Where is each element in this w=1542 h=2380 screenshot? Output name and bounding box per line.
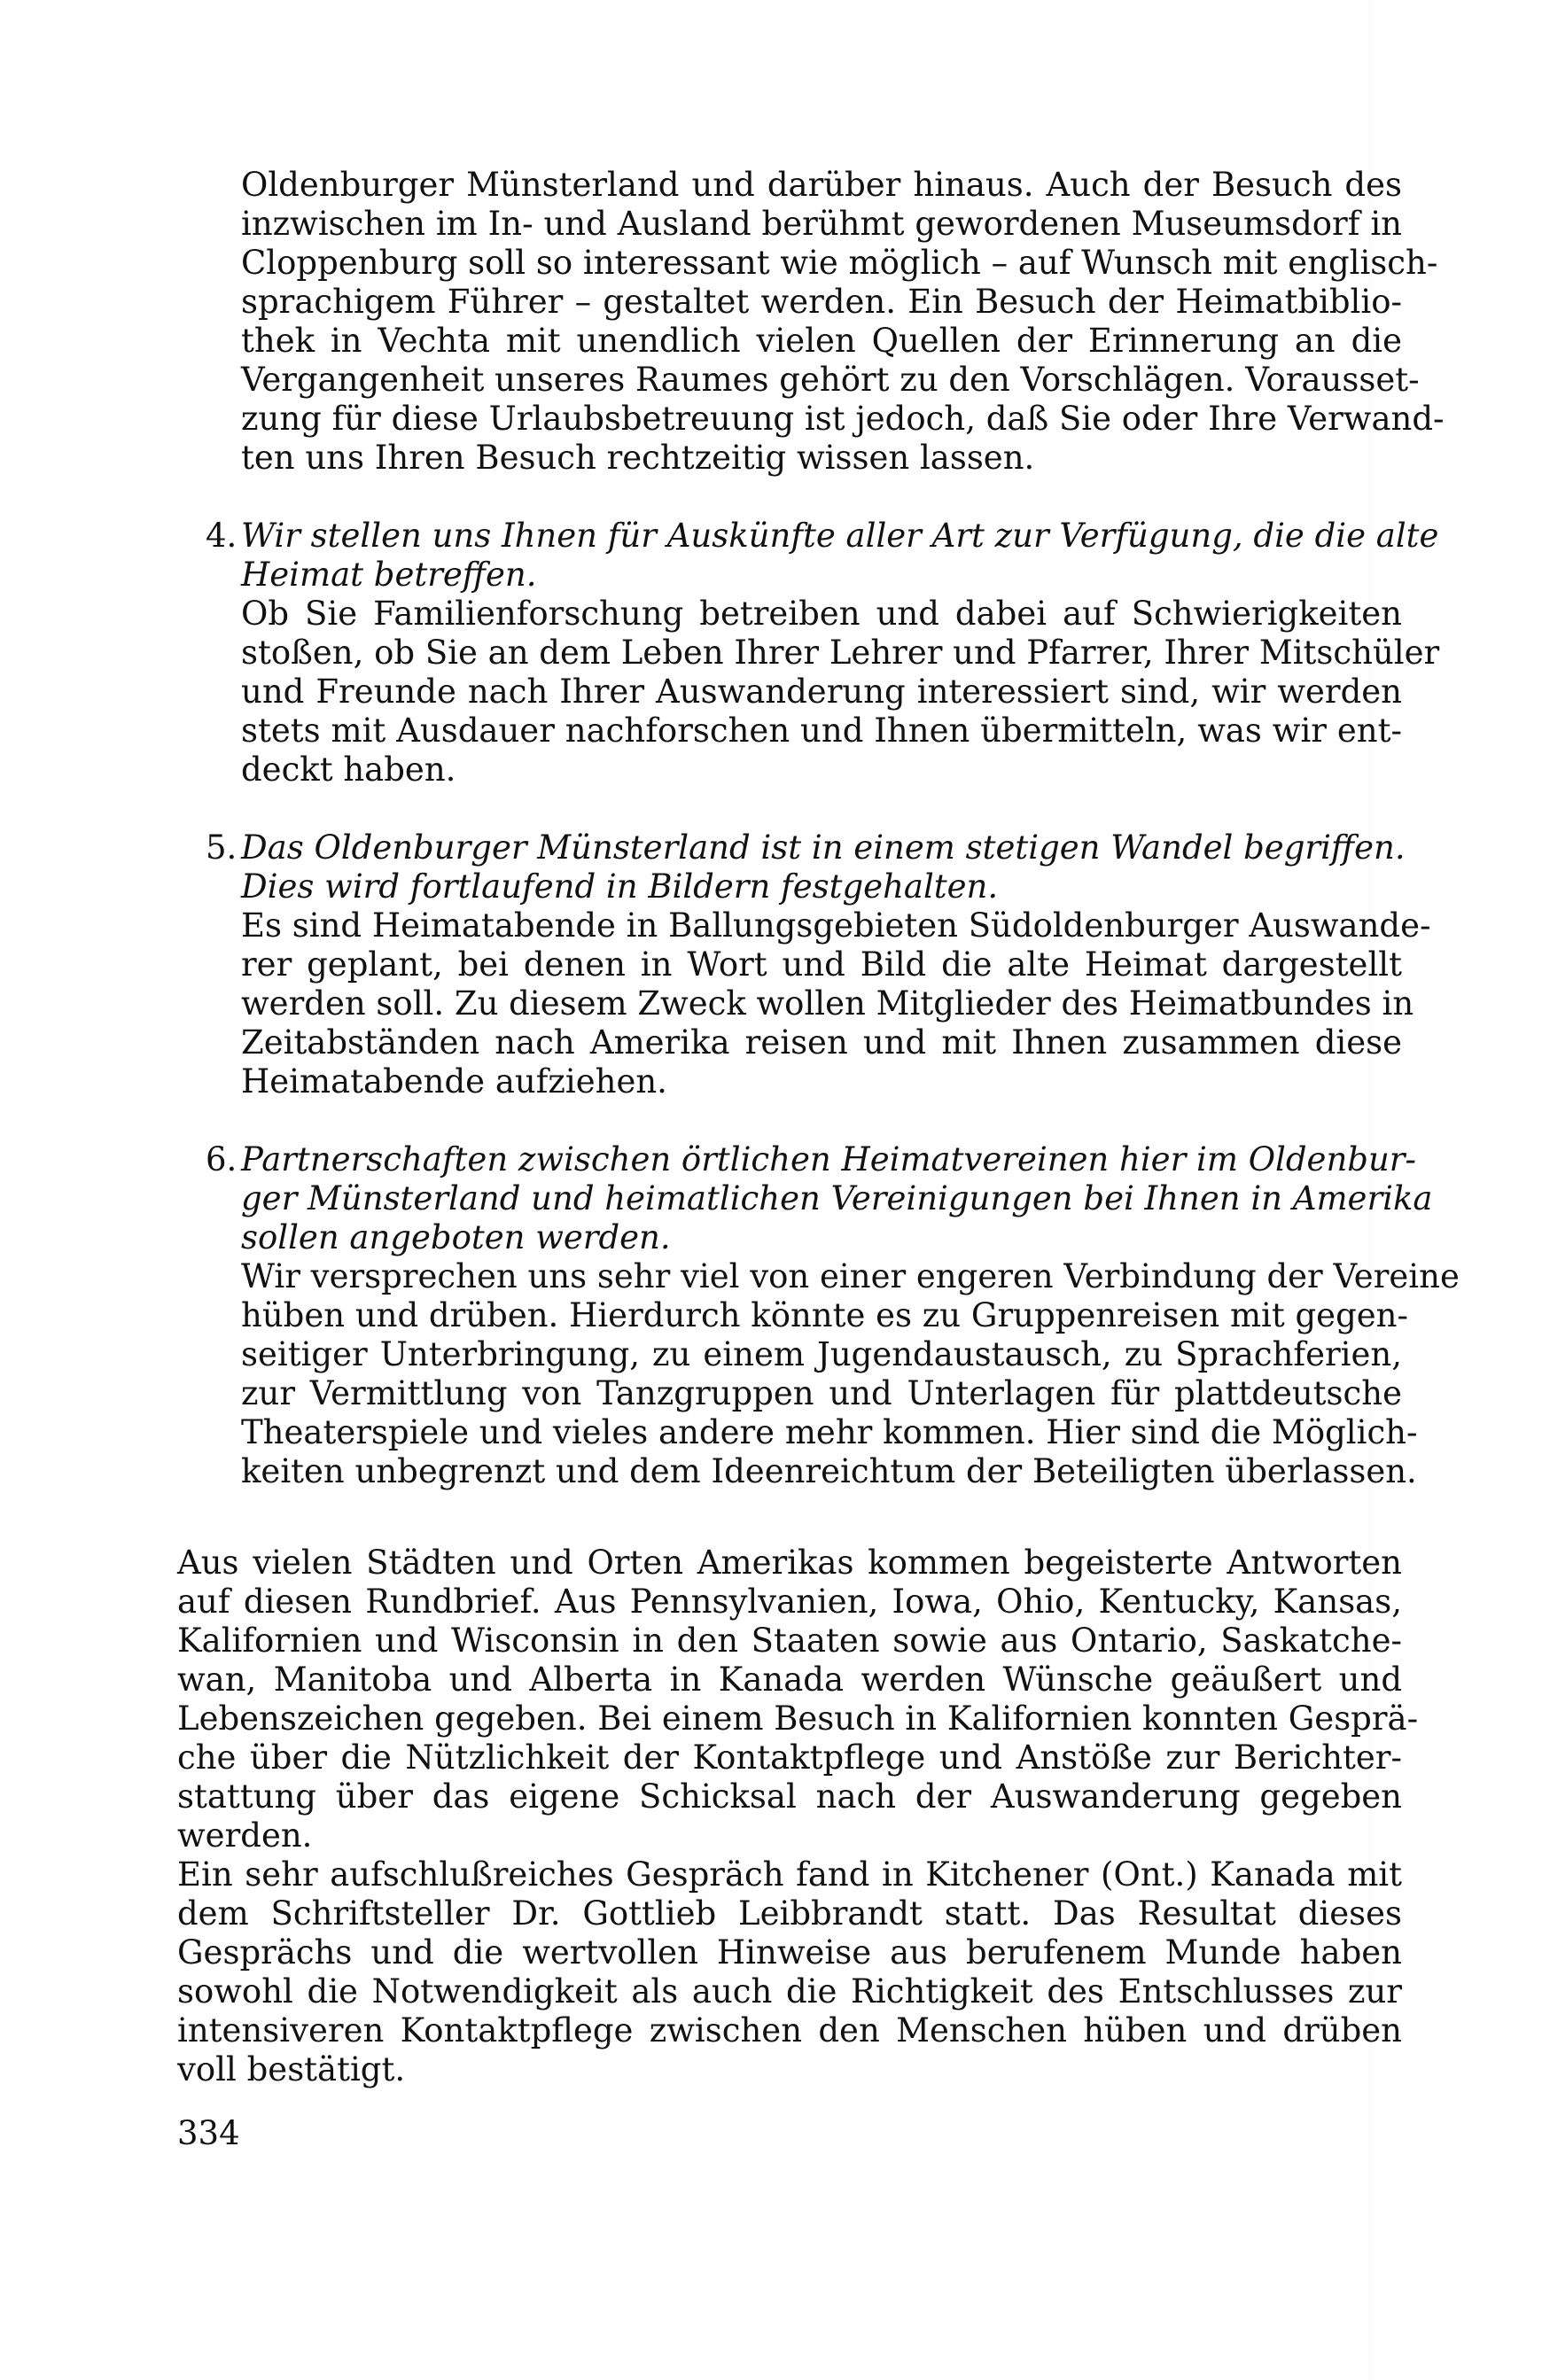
text-line: Ein sehr aufschlußreiches Gespräch fand in Kitchener (Ont.) Kanada mit xyxy=(177,1855,1402,1894)
text-line: Cloppenburg soll so interessant wie möglich – auf Wunsch mit englisch- xyxy=(241,244,1438,282)
text-line: inzwischen im In- und Ausland berühmt gewordenen Museumsdorf in xyxy=(241,205,1402,243)
text-line: Oldenburger Münsterland und darüber hinaus. Auch der Besuch des xyxy=(241,166,1402,204)
item-number: 4. xyxy=(206,517,238,555)
item-number: 6. xyxy=(206,1140,238,1178)
text-line: stets mit Ausdauer nachforschen und Ihnen übermitteln, was wir ent- xyxy=(241,712,1402,750)
text-line: Wir versprechen uns sehr viel von einer engeren Verbindung der Vereine xyxy=(241,1257,1460,1295)
text-line: thek in Vechta mit unendlich vielen Quellen der Erinnerung an die xyxy=(241,322,1402,360)
text-line: Kalifornien und Wisconsin in den Staaten sowie aus Ontario, Saskatche- xyxy=(177,1622,1402,1660)
text-line: keiten unbegrenzt und dem Ideenreichtum der Beteiligten überlassen. xyxy=(241,1452,1417,1490)
text-line: werden. xyxy=(177,1816,313,1855)
text-line: ten uns Ihren Besuch rechtzeitig wissen lassen. xyxy=(241,439,1035,477)
text-line: Zeitabständen nach Amerika reisen und mit Ihnen zusammen diese xyxy=(241,1023,1402,1062)
text-line: hüben und drüben. Hierdurch könnte es zu Gruppenreisen mit gegen- xyxy=(241,1296,1408,1334)
text-line: Gesprächs und die wertvollen Hinweise aus berufenem Munde haben xyxy=(177,1933,1402,1972)
item-heading-line: Heimat betreffen. xyxy=(241,556,537,594)
text-line: und Freunde nach Ihrer Auswanderung interessiert sind, wir werden xyxy=(241,673,1402,711)
text-line: Ob Sie Familienforschung betreiben und dabei auf Schwierigkeiten xyxy=(241,595,1402,633)
text-line: che über die Nützlichkeit der Kontaktpflege und Anstöße zur Berichter- xyxy=(177,1738,1402,1777)
text-line: voll bestätigt. xyxy=(177,2050,406,2088)
text-line: sprachigem Führer – gestaltet werden. Ein Besuch der Heimatbiblio- xyxy=(241,283,1402,321)
text-line: Es sind Heimatabende in Ballungsgebieten Südoldenburger Auswande- xyxy=(241,906,1431,945)
text-line: Aus vielen Städten und Orten Amerikas kommen begeisterte Antworten xyxy=(177,1544,1402,1582)
page-number: 334 xyxy=(177,2114,240,2152)
text-line: Theaterspiele und vieles andere mehr kommen. Hier sind die Möglich- xyxy=(241,1413,1418,1451)
text-line: sowohl die Notwendigkeit als auch die Richtigkeit des Entschlusses zur xyxy=(177,1972,1402,2011)
text-line: werden soll. Zu diesem Zweck wollen Mitglieder des Heimatbundes in xyxy=(241,984,1414,1023)
text-line: seitiger Unterbringung, zu einem Jugendaustausch, zu Sprachferien, xyxy=(241,1335,1402,1373)
text-line: Vergangenheit unseres Raumes gehört zu den Vorschlägen. Vorausset- xyxy=(241,361,1420,399)
text-line: rer geplant, bei denen in Wort und Bild die alte Heimat dargestellt xyxy=(241,945,1402,984)
text-line: wan, Manitoba und Alberta in Kanada werden Wünsche geäußert und xyxy=(177,1661,1402,1699)
item-number: 5. xyxy=(206,828,238,867)
item-heading-line: Partnerschaften zwischen örtlichen Heimatvereinen hier im Oldenbur- xyxy=(241,1140,1416,1178)
item-heading-line: Dies wird fortlaufend in Bildern festgehalten. xyxy=(241,867,999,906)
text-line: zung für diese Urlaubsbetreuung ist jedoch, daß Sie oder Ihre Verwand- xyxy=(241,400,1445,438)
item-heading-line: sollen angeboten werden. xyxy=(241,1218,671,1256)
item-heading-line: Wir stellen uns Ihnen für Auskünfte aller Art zur Verfügung, die die alte xyxy=(241,517,1439,555)
text-line: zur Vermittlung von Tanzgruppen und Unterlagen für plattdeutsche xyxy=(241,1374,1402,1412)
text-line: stoßen, ob Sie an dem Leben Ihrer Lehrer und Pfarrer, Ihrer Mitschüler xyxy=(241,634,1440,672)
text-line: Lebenszeichen gegeben. Bei einem Besuch in Kalifornien konnten Gesprä- xyxy=(177,1699,1419,1738)
text-line: intensiveren Kontaktpflege zwischen den Menschen hüben und drüben xyxy=(177,2011,1402,2049)
text-line: stattung über das eigene Schicksal nach der Auswanderung gegeben xyxy=(177,1777,1402,1816)
text-line: dem Schriftsteller Dr. Gottlieb Leibbrandt statt. Das Resultat dieses xyxy=(177,1894,1402,1933)
item-heading-line: Das Oldenburger Münsterland ist in einem stetigen Wandel begriffen. xyxy=(241,828,1406,867)
text-line: auf diesen Rundbrief. Aus Pennsylvanien, Iowa, Ohio, Kentucky, Kansas, xyxy=(177,1583,1402,1621)
text-line: deckt haben. xyxy=(241,751,456,789)
text-line: Heimatabende aufziehen. xyxy=(241,1062,667,1101)
item-heading-line: ger Münsterland und heimatlichen Vereinigungen bei Ihnen in Amerika xyxy=(241,1179,1433,1217)
